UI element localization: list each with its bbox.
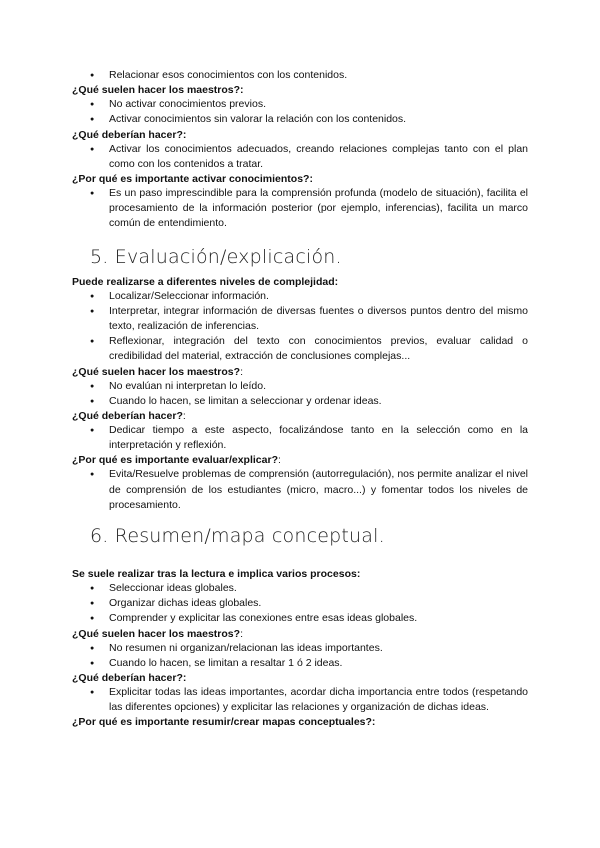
section-title: 5. Evaluación/explicación. — [90, 245, 342, 268]
bullet-list — [72, 289, 528, 365]
bullet-list — [72, 142, 528, 172]
bullet-list — [72, 423, 528, 453]
question-heading — [72, 365, 528, 379]
bullet-list — [72, 97, 528, 127]
list-item: ● Relacionar esos conocimientos con los contenidos. — [72, 68, 528, 83]
question-heading: ¿Qué deberían hacer?: — [72, 128, 187, 141]
list-item: ● Activar los conocimientos adecuados, creando relaciones complejas tanto con el plan como con los contenidos a tratar. — [72, 142, 528, 172]
list-item: ● Organizar dichas ideas globales. — [72, 596, 528, 611]
list-item: ● Dedicar tiempo a este aspecto, focalizándose tanto en la selección como en la interpretación y reflexión. — [72, 423, 528, 453]
question-heading: ¿Qué deberían hacer?: — [72, 672, 187, 685]
bullet-list — [72, 467, 528, 513]
question-label: ¿Qué suelen hacer los maestros? — [72, 365, 241, 378]
list-item: ● Evita/Resuelve problemas de comprensión (autorregulación), nos permite analizar el nivel de comprensión de los estudiantes (micro, macro...) y fomentar todos los niveles de procesamiento. — [72, 467, 528, 513]
bullet-list — [72, 68, 528, 83]
section-intro: Se suele realizar tras la lectura e implica varios procesos: — [72, 568, 361, 581]
bullet-list — [72, 641, 528, 671]
list-item: ● Localizar/Seleccionar información. — [72, 289, 528, 304]
list-item: ● Interpretar, integrar información de diversas fuentes o diversos puntos dentro del mismo texto, realización de inferencias. — [72, 304, 528, 334]
bullet-list — [72, 186, 528, 232]
section-intro: Puede realizarse a diferentes niveles de complejidad: — [72, 275, 339, 288]
list-item: ● Reflexionar, integración del texto con conocimientos previos, evaluar calidad o credibilidad del material, extracción de conclusiones complejas... — [72, 334, 528, 364]
list-item: ● Cuando lo hacen, se limitan a seleccionar y ordenar ideas. — [72, 394, 528, 409]
question-heading: ¿Por qué es importante activar conocimientos?: — [72, 173, 313, 186]
section-title: 6. Resumen/mapa conceptual. — [90, 525, 385, 548]
question-colon: : — [240, 365, 243, 378]
list-item: ● Activar conocimientos sin valorar la relación con los contenidos. — [72, 112, 528, 127]
question-label: ¿Por qué es importante evaluar/explicar? — [72, 454, 278, 467]
list-item: ● Seleccionar ideas globales. — [72, 581, 528, 596]
bullet-list — [72, 379, 528, 409]
list-item: ● Cuando lo hacen, se limitan a resaltar 1 ó 2 ideas. — [72, 656, 528, 671]
list-item: ● Comprender y explicitar las conexiones entre esas ideas globales. — [72, 611, 528, 626]
document-page — [72, 68, 528, 729]
question-label: ¿Qué suelen hacer los maestros? — [72, 627, 241, 640]
list-item: ● No evalúan ni interpretan lo leído. — [72, 379, 528, 394]
question-label: ¿Qué deberían hacer? — [72, 410, 183, 423]
question-colon: : — [182, 410, 186, 423]
list-item: ● Explicitar todas las ideas importantes, acordar dicha importancia entre todos (respetando las diferentes opciones) y explicitar las relaciones y organización de dichas ideas. — [72, 685, 528, 715]
question-colon: : — [278, 454, 281, 467]
question-colon: : — [240, 627, 243, 640]
list-item: ● Es un paso imprescindible para la comprensión profunda (modelo de situación), facilita el procesamiento de la información posterior (por ejemplo, inferencias), facilita un marco común de entendimiento. — [72, 186, 528, 232]
list-item: ● No activar conocimientos previos. — [72, 97, 528, 112]
question-heading — [72, 409, 528, 423]
bullet-list — [72, 685, 528, 715]
bullet-list — [72, 581, 528, 627]
list-item: ● No resumen ni organizan/relacionan las ideas importantes. — [72, 641, 528, 656]
question-heading — [72, 453, 528, 467]
question-heading — [72, 627, 528, 641]
question-heading: ¿Por qué es importante resumir/crear mapas conceptuales?: — [72, 716, 376, 729]
question-heading: ¿Qué suelen hacer los maestros?: — [72, 84, 244, 97]
